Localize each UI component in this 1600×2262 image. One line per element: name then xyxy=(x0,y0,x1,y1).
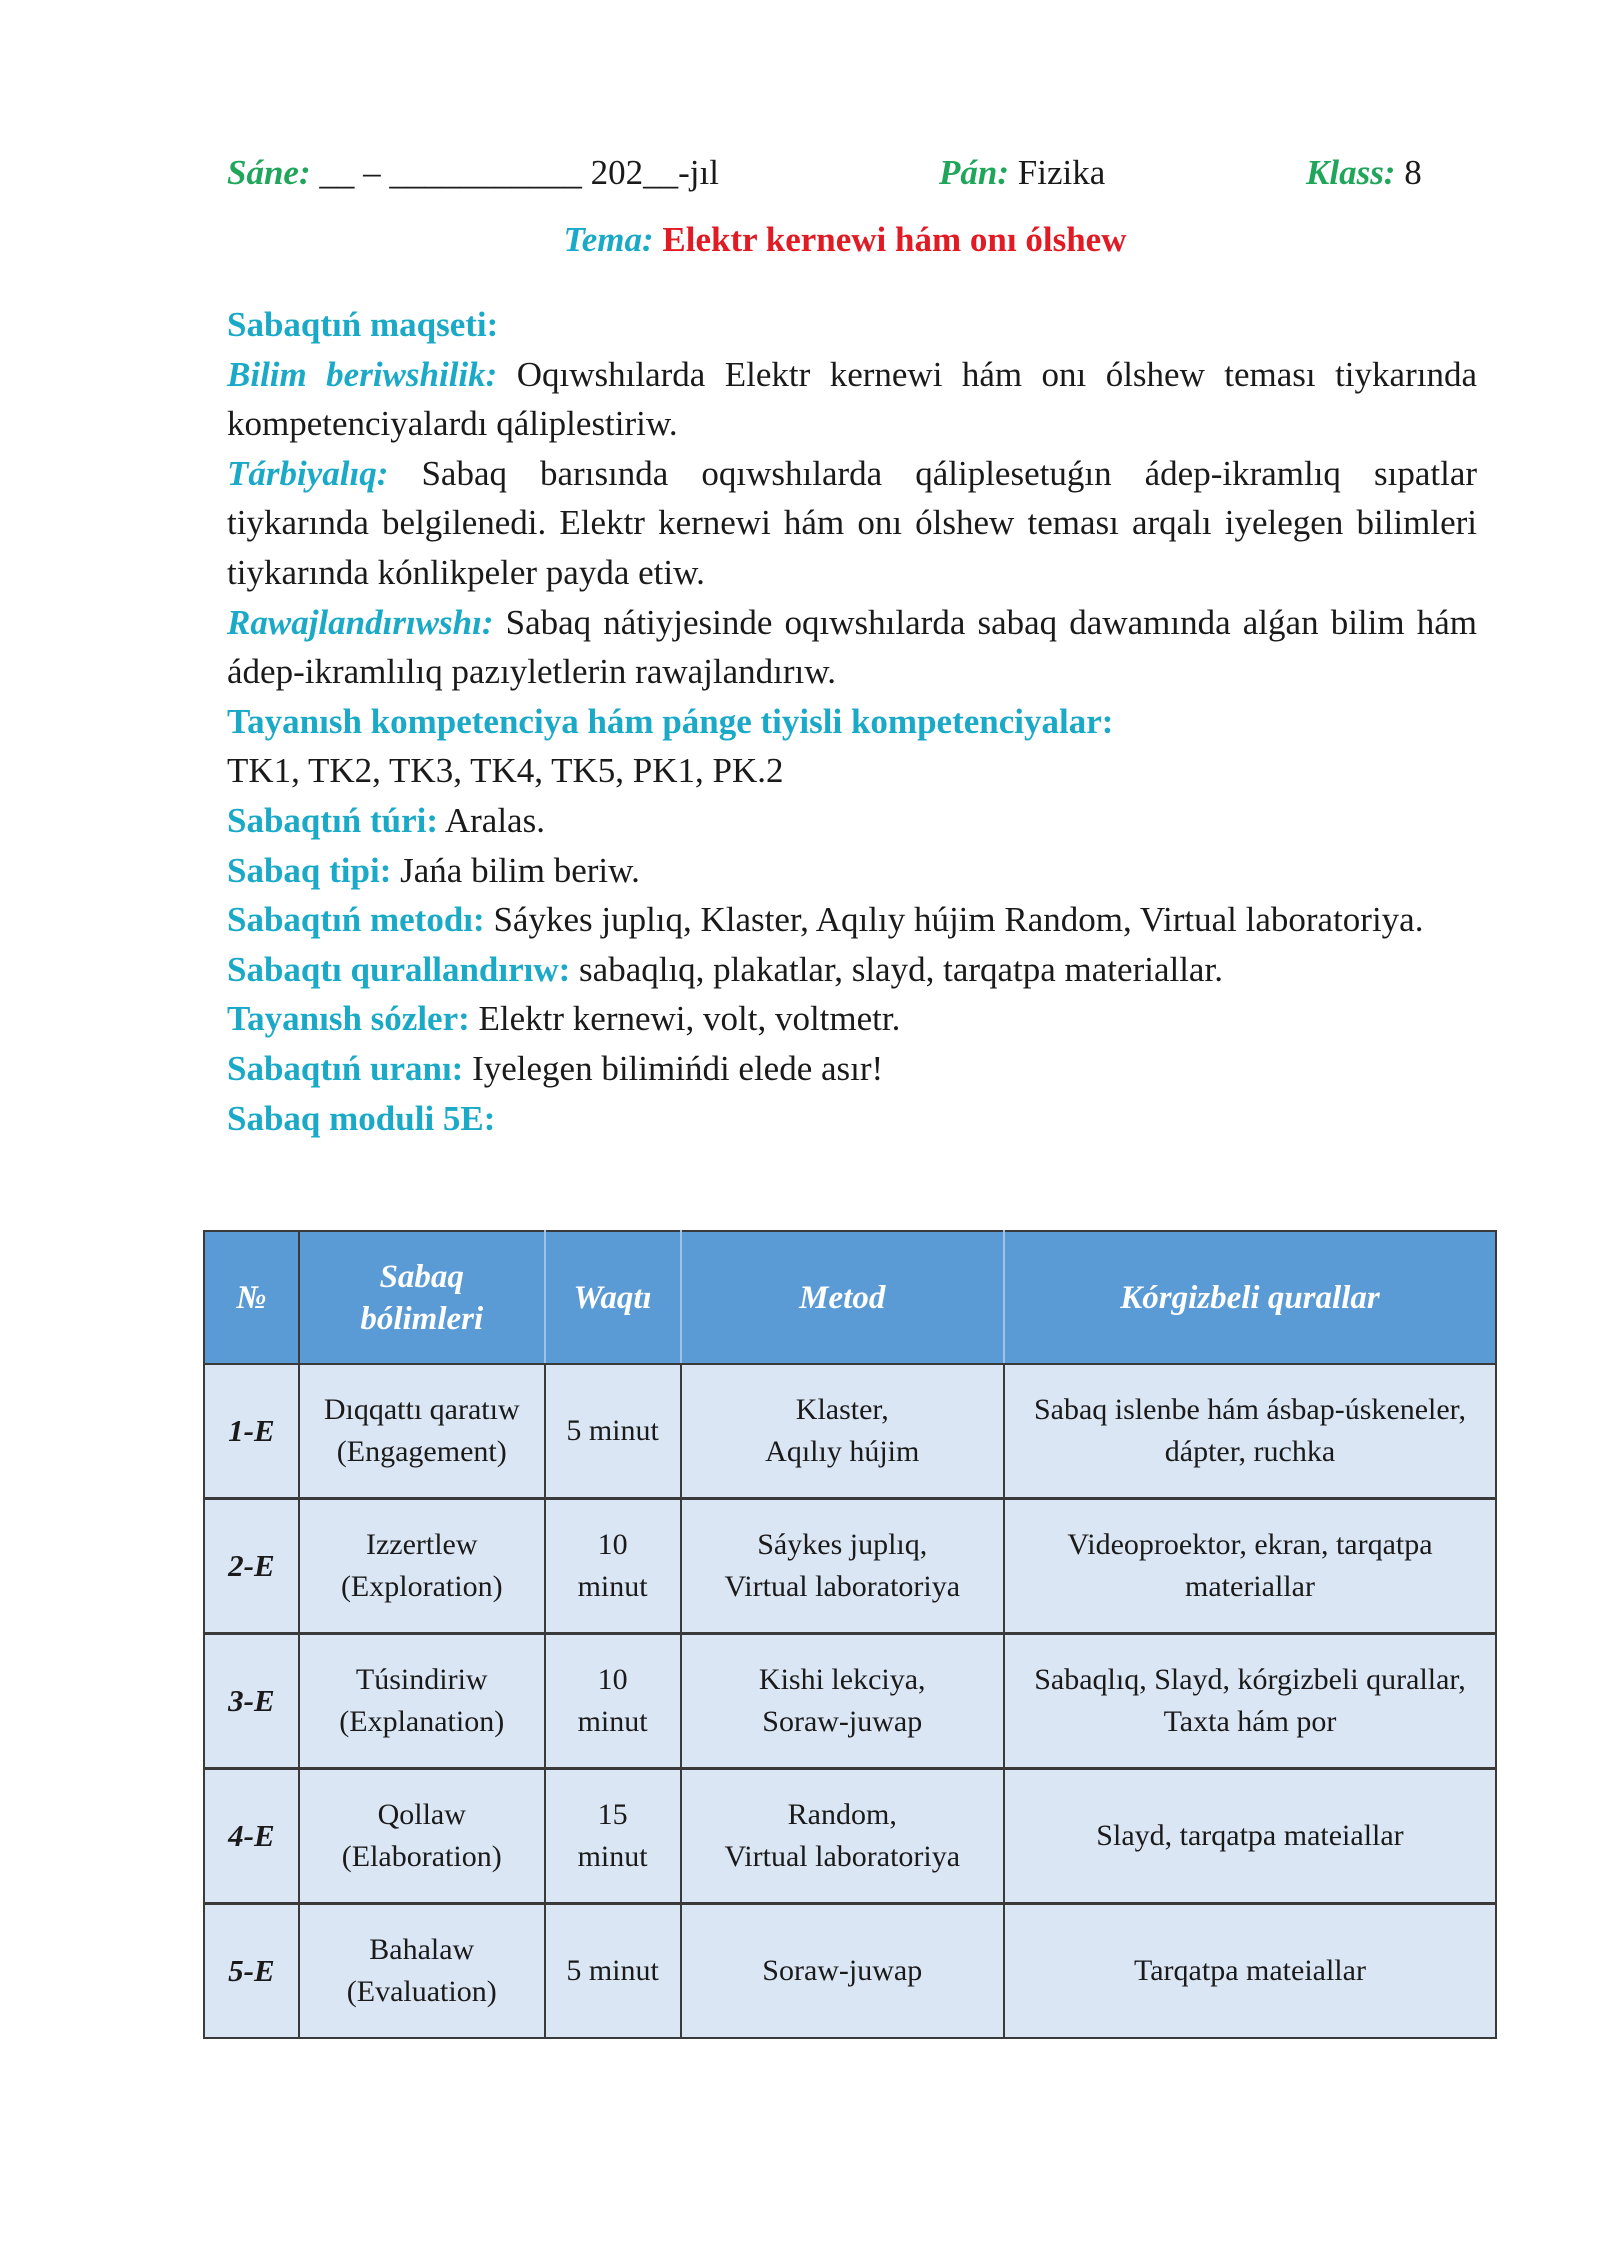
row-method-line2: Aqılıy hújim xyxy=(765,1435,920,1468)
goal-upbringing-label: Tárbiyalıq: xyxy=(227,453,389,493)
competencies-list: TK1, TK2, TK3, TK4, TK5, PK1, PK.2 xyxy=(227,751,784,791)
row-time xyxy=(545,1634,681,1769)
lesson-details xyxy=(227,300,1477,1143)
equipment-value: sabaqlıq, plakatlar, slayd, tarqatpa materiallar. xyxy=(579,949,1223,989)
row-method-line2: Soraw-juwap xyxy=(762,1705,923,1738)
lesson-motto xyxy=(227,1044,1477,1094)
row-tools xyxy=(1004,1634,1496,1769)
header-method: Metod xyxy=(681,1231,1004,1364)
row-tools-line2: materiallar xyxy=(1185,1570,1315,1603)
row-section-en: (Explanation) xyxy=(339,1705,505,1738)
row-time-unit: minut xyxy=(577,1840,648,1873)
row-section-name: Qollaw xyxy=(377,1798,466,1831)
row-section xyxy=(299,1364,545,1499)
row-method-line1: Sáykes juplıq, xyxy=(757,1528,928,1561)
lesson-kind xyxy=(227,796,1477,846)
row-tools-line1: Tarqatpa mateiallar xyxy=(1134,1954,1366,1987)
row-tools-line1: Slayd, tarqatpa mateiallar xyxy=(1096,1819,1404,1852)
class-field xyxy=(1306,148,1422,198)
keywords-value: Elektr kernewi, volt, voltmetr. xyxy=(478,999,901,1039)
row-section-en: (Engagement) xyxy=(336,1435,507,1468)
row-method-line1: Random, xyxy=(787,1798,897,1831)
row-time-value: 5 minut xyxy=(566,1414,659,1447)
table-row xyxy=(204,1364,1496,1499)
row-section-name: Dıqqattı qaratıw xyxy=(323,1393,520,1426)
row-method-line1: Klaster, xyxy=(795,1393,889,1426)
row-time xyxy=(545,1904,681,2039)
row-tools xyxy=(1004,1769,1496,1904)
row-method xyxy=(681,1769,1004,1904)
row-method-line1: Soraw-juwap xyxy=(762,1954,923,1987)
subject-value: Fizika xyxy=(1017,153,1106,192)
header-time: Waqtı xyxy=(545,1231,681,1364)
header-sections: Sabaq bólimleri xyxy=(299,1231,545,1364)
row-time-unit: minut xyxy=(577,1570,648,1603)
row-method xyxy=(681,1499,1004,1634)
row-section-en: (Exploration) xyxy=(340,1570,503,1603)
row-method xyxy=(681,1364,1004,1499)
row-num: 4-E xyxy=(204,1769,299,1904)
module-table xyxy=(203,1230,1497,2039)
goal-development-text: Sabaq nátiyjesinde oqıwshılarda sabaq dawamında alǵan bilim hám ádep-ikramlılıq pazıyletlerin rawajlandırıw. xyxy=(227,602,1477,692)
keywords-label: Tayanısh sózler: xyxy=(227,999,470,1039)
equipment-label: Sabaqtı qurallandırıw: xyxy=(227,949,571,989)
lesson-methods xyxy=(227,895,1477,945)
row-num: 2-E xyxy=(204,1499,299,1634)
header-row xyxy=(227,148,1427,198)
table-row xyxy=(204,1904,1496,2039)
topic-line xyxy=(0,215,1600,265)
lesson-kind-value: Aralas. xyxy=(444,800,545,840)
table-row xyxy=(204,1499,1496,1634)
goal-development xyxy=(227,598,1477,697)
row-tools xyxy=(1004,1499,1496,1634)
row-tools-line2: Taxta hám por xyxy=(1163,1705,1337,1738)
date-field xyxy=(227,148,719,198)
row-tools-line1: Sabaqlıq, Slayd, kórgizbeli qurallar, xyxy=(1034,1663,1466,1696)
lesson-type-label: Sabaq tipi: xyxy=(227,850,392,890)
lesson-keywords xyxy=(227,994,1477,1044)
goal-knowledge-label: Bilim beriwshilik: xyxy=(227,354,498,394)
goal-upbringing-text: Sabaq barısında oqıwshılarda qáliplesetuǵın ádep-ikramlıq sıpatlar tiykarında belgilenedi. Elektr kernewi hám onı ólshew teması arqalı iyelegen bilimleri tiykarında kónlikpeler payda etiw. xyxy=(227,453,1478,592)
row-time xyxy=(545,1499,681,1634)
row-tools-line1: Sabaq islenbe hám ásbap-úskeneler, xyxy=(1033,1393,1466,1426)
goal-knowledge xyxy=(227,350,1477,449)
goal-knowledge-text: Oqıwshılarda Elektr kernewi hám onı ólshew teması tiykarında kompetenciyalardı qáliplestiriw. xyxy=(227,354,1477,444)
topic-title: Elektr kernewi hám onı ólshew xyxy=(662,220,1127,259)
row-section-name: Túsindiriw xyxy=(355,1663,488,1696)
row-tools xyxy=(1004,1904,1496,2039)
methods-value: Sáykes juplıq, Klaster, Aqılıy hújim Random, Virtual laboratoriya. xyxy=(493,900,1424,940)
row-section xyxy=(299,1769,545,1904)
row-method-line2: Virtual laboratoriya xyxy=(724,1570,961,1603)
row-method-line2: Virtual laboratoriya xyxy=(724,1840,961,1873)
row-time xyxy=(545,1769,681,1904)
row-num: 5-E xyxy=(204,1904,299,2039)
row-tools xyxy=(1004,1364,1496,1499)
lesson-kind-label: Sabaqtıń túri: xyxy=(227,800,439,840)
table-row xyxy=(204,1769,1496,1904)
row-section-name: Izzertlew xyxy=(365,1528,478,1561)
row-section xyxy=(299,1904,545,2039)
header-num: № xyxy=(204,1231,299,1364)
topic-label: Tema: xyxy=(563,220,654,259)
row-section xyxy=(299,1499,545,1634)
lesson-equipment xyxy=(227,945,1477,995)
row-num: 3-E xyxy=(204,1634,299,1769)
table-header-row xyxy=(204,1231,1496,1364)
row-time-unit: minut xyxy=(577,1705,648,1738)
class-value: 8 xyxy=(1404,153,1422,192)
row-time-value: 10 xyxy=(597,1663,628,1696)
motto-label: Sabaqtıń uranı: xyxy=(227,1048,464,1088)
row-time-value: 15 xyxy=(597,1798,628,1831)
competencies-heading: Tayanısh kompetenciya hám pánge tiyisli kompetenciyalar: xyxy=(227,701,1114,741)
subject-label: Pán: xyxy=(939,153,1009,192)
lesson-type-value: Jańa bilim beriw. xyxy=(400,850,640,890)
row-section-en: (Elaboration) xyxy=(341,1840,502,1873)
row-time xyxy=(545,1364,681,1499)
row-time-value: 10 xyxy=(597,1528,628,1561)
row-section xyxy=(299,1634,545,1769)
header-tools: Kórgizbeli qurallar xyxy=(1004,1231,1496,1364)
row-section-en: (Evaluation) xyxy=(346,1975,497,2008)
row-method xyxy=(681,1634,1004,1769)
row-tools-line2: dápter, ruchka xyxy=(1164,1435,1336,1468)
row-tools-line1: Videoproektor, ekran, tarqatpa xyxy=(1067,1528,1433,1561)
date-value: __ – ___________ 202__-jıl xyxy=(319,153,719,192)
row-method xyxy=(681,1904,1004,2039)
date-label: Sáne: xyxy=(227,153,311,192)
row-method-line1: Kishi lekciya, xyxy=(758,1663,926,1696)
lesson-type xyxy=(227,846,1477,896)
subject-field xyxy=(939,148,1105,198)
module-heading: Sabaq moduli 5E: xyxy=(227,1098,496,1138)
row-section-name: Bahalaw xyxy=(369,1933,475,1966)
goal-development-label: Rawajlandırıwshı: xyxy=(227,602,494,642)
row-time-value: 5 minut xyxy=(566,1954,659,1987)
methods-label: Sabaqtıń metodı: xyxy=(227,900,485,940)
row-num: 1-E xyxy=(204,1364,299,1499)
goals-heading: Sabaqtıń maqseti: xyxy=(227,305,499,344)
table-row xyxy=(204,1634,1496,1769)
goal-upbringing xyxy=(227,449,1477,598)
motto-value: Iyelegen bilimińdi elede asır! xyxy=(472,1048,884,1088)
class-label: Klass: xyxy=(1306,153,1396,192)
